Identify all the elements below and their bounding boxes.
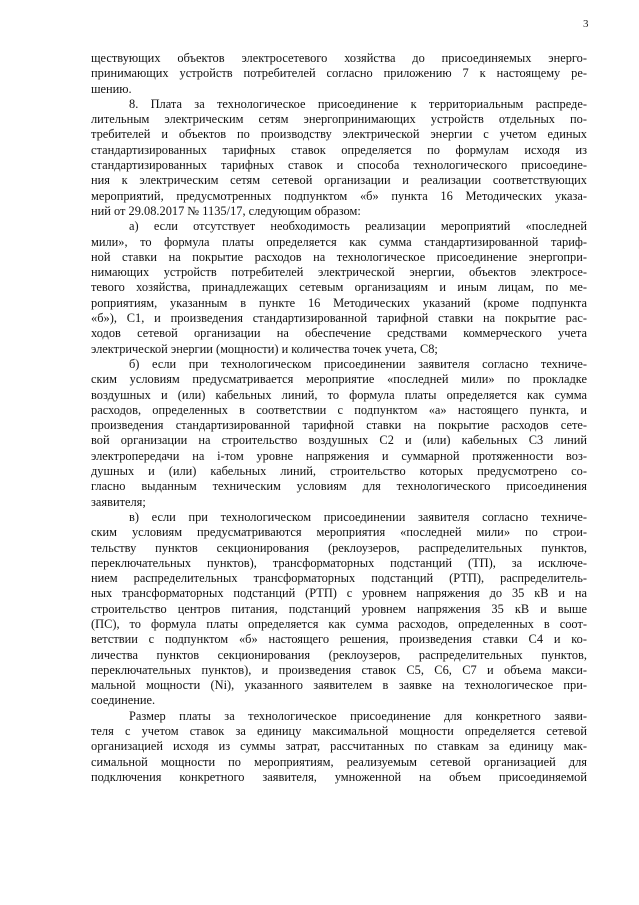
text-line: тельству пунктов секционирования (реклоузеров, распределительных пунктов, — [91, 540, 587, 555]
text-line: гласно выданным техническим условиям для технологического присоединения — [91, 479, 587, 494]
text-line: воздушных и (или) кабельных линий, то формула платы определяется как сумма — [91, 387, 587, 402]
text-line: (ПС), то формула платы определяется как сумма расходов, определенных в соот- — [91, 616, 587, 631]
text-line: мили», то формула платы определяется как сумма стандартизированной тариф- — [91, 234, 587, 249]
text-line: ветствии с подпунктом «б» настоящего решения, произведения ставки С4 и ко- — [91, 632, 587, 647]
text-line: организацией исходя из суммы затрат, рассчитанных по ставкам за единицу мак- — [91, 739, 587, 754]
text-line: нимающих устройств потребителей электрической энергии, объектов электросе- — [91, 265, 587, 280]
text-line: ния к электрическим сетям сетевой организации и реализации соответствующих — [91, 173, 587, 188]
text-line: стандартизированных тарифных ставок определяется по формулам исходя из — [91, 142, 587, 157]
text-line: соединение. — [91, 693, 156, 708]
text-line: переключательных пунктов), трансформаторных подстанций (ТП), за исключе- — [91, 555, 587, 570]
text-line: Размер платы за технологическое присоединение для конкретного заяви- — [129, 708, 587, 723]
text-line: лительным электрическим сетям энергопринимающих устройств отдельных по- — [91, 112, 587, 127]
text-line: теля с учетом ставок за единицу максимальной мощности определяется сетевой — [91, 724, 587, 739]
text-line: личества пунктов секционирования (реклоузеров, распределительных пунктов, — [91, 647, 587, 662]
text-line: душных и (или) кабельных линий, строительство которых предусмотрено со- — [91, 464, 587, 479]
text-line: подключения конкретного заявителя, умноженной на объем присоединяемой — [91, 769, 587, 784]
text-line: мальной мощности (Ni), указанного заявителем в заявке на технологическое при- — [91, 678, 587, 693]
text-line: требителей и объектов по производству электрической энергии с учетом единых — [91, 127, 587, 142]
text-line: переключательных пунктов), и произведения ставок С5, С6, С7 и объема макси- — [91, 662, 587, 677]
text-line: нием распределительных трансформаторных подстанций (РТП), распределитель- — [91, 571, 587, 586]
text-line: б) если при технологическом присоединении заявителя согласно техниче- — [129, 356, 587, 371]
text-line: электропередачи на i-том уровне напряжения и суммарной протяженности воз- — [91, 448, 587, 463]
text-line: мероприятий, предусмотренных подпунктом «б» пункта 16 Методических указа- — [91, 188, 587, 203]
text-line: ским условиям предусматривается мероприятие «последней мили» по прокладке — [91, 372, 587, 387]
page-number: 3 — [583, 18, 589, 30]
text-line: расходов, определенных в соответствии с подпунктом «а» настоящего пункта, и — [91, 402, 587, 417]
text-line: строительство центров питания, подстанций уровнем напряжения 35 кВ и выше — [91, 601, 587, 616]
document-body — [91, 51, 587, 785]
text-line: произведения стандартизированной тарифной ставки на покрытие расходов сете- — [91, 418, 587, 433]
text-line: в) если при технологическом присоединении заявителя согласно техниче- — [129, 509, 587, 524]
text-line: 8. Плата за технологическое присоединение к территориальным распреде- — [129, 96, 587, 111]
text-line: тевого хозяйства, принадлежащих сетевым организациям и иным лицам, по ме- — [91, 280, 587, 295]
text-line: ществующих объектов электросетевого хозяйства до присоединяемых энерго- — [91, 51, 587, 65]
text-line: электрической энергии (мощности) и количества точек учета, С8; — [91, 341, 438, 356]
text-line: ных трансформаторных подстанций (РТП) с уровнем напряжения до 35 кВ и на — [91, 586, 587, 601]
text-line: ний от 29.08.2017 № 1135/17, следующим образом: — [91, 203, 361, 218]
text-line: заявителя; — [91, 494, 146, 509]
text-line: симальной мощности по мероприятиям, реализуемым сетевой организацией для — [91, 754, 587, 769]
text-line: ной ставки на покрытие расходов на технологическое присоединение энергопри- — [91, 249, 587, 264]
text-line: принимающих устройств потребителей согласно приложению 7 к настоящему ре- — [91, 66, 587, 81]
text-line: ским условиям предусматриваются мероприятия «последней мили» по строи- — [91, 525, 587, 540]
text-line: шению. — [91, 81, 132, 96]
text-line: вой организации на строительство воздушных С2 и (или) кабельных С3 линий — [91, 433, 587, 448]
text-line: а) если отсутствует необходимость реализации мероприятий «последней — [129, 219, 587, 234]
text-line: роприятиям, указанным в пункте 16 Методических указаний (кроме подпункта — [91, 295, 587, 310]
text-line: стандартизированных тарифных ставок и способа технологического присоедине- — [91, 158, 587, 173]
text-line: ходов сетевой организации на обеспечение средствами коммерческого учета — [91, 326, 587, 341]
text-line: «б»), С1, и произведения стандартизированной тарифной ставки на покрытие рас- — [91, 311, 587, 326]
